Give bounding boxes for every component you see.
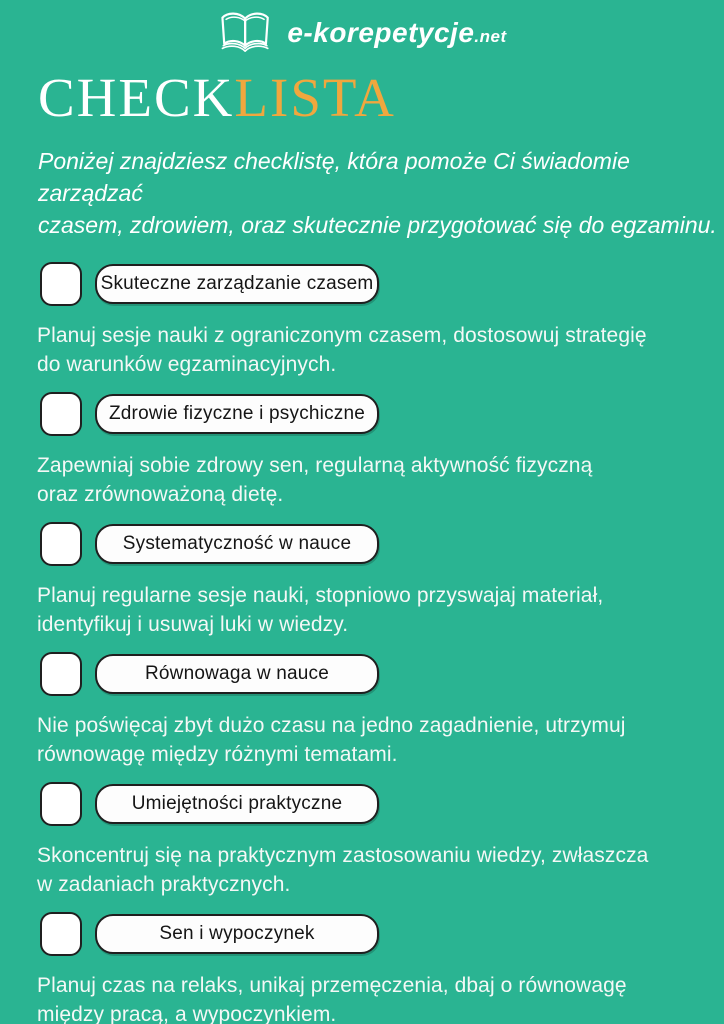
brand-name <box>287 17 506 49</box>
checklist-item-row <box>40 782 724 826</box>
checkbox[interactable] <box>40 912 82 956</box>
intro-line-2: czasem, zdrowiem, oraz skutecznie przygotować się do egzaminu. <box>38 212 717 238</box>
item-description: Planuj czas na relaks, unikaj przemęczenia, dbaj o równowagę między pracą, a wypoczynkiem. <box>37 974 627 1024</box>
item-label-pill <box>95 524 379 564</box>
item-label: Równowaga w nauce <box>144 663 329 684</box>
checkbox[interactable] <box>40 392 82 436</box>
item-label-pill <box>95 264 379 304</box>
item-description: Zapewniaj sobie zdrowy sen, regularną aktywność fizyczną oraz zrównoważoną dietę. <box>37 454 593 506</box>
intro-text <box>38 145 724 241</box>
item-description: Planuj regularne sesje nauki, stopniowo przyswajaj materiał, identyfikuj i usuwaj luki w wiedzy. <box>37 584 604 636</box>
checklist-item <box>0 782 724 899</box>
item-label-pill <box>95 914 379 954</box>
page-title <box>38 67 724 128</box>
checklist-item <box>0 652 724 769</box>
checklist-item <box>0 262 724 379</box>
title-part-accent: LISTA <box>234 67 396 128</box>
item-label: Systematyczność w nauce <box>122 533 352 554</box>
checkbox[interactable] <box>40 782 82 826</box>
item-description: Nie poświęcaj zbyt dużo czasu na jedno zagadnienie, utrzymuj równowagę między różnymi tematami. <box>37 714 626 766</box>
checklist-item-row <box>40 392 724 436</box>
logo <box>0 0 724 52</box>
intro-line-1: Poniżej znajdziesz checklistę, która pomoże Ci świadomie zarządzać <box>38 148 630 206</box>
checkbox[interactable] <box>40 522 82 566</box>
checkbox[interactable] <box>40 652 82 696</box>
checklist-item-row <box>40 652 724 696</box>
checklist-item-row <box>40 262 724 306</box>
item-label: Umiejętności praktyczne <box>131 793 343 814</box>
title-part-white: CHECK <box>38 67 235 128</box>
checklist-item <box>0 912 724 1024</box>
item-label-pill <box>95 784 379 824</box>
item-label: Sen i wypoczynek <box>159 923 315 944</box>
open-book-icon <box>217 9 275 57</box>
checklist-item <box>0 392 724 509</box>
brand-tld: .net <box>474 26 507 46</box>
item-description: Planuj sesje nauki z ograniczonym czasem, dostosowuj strategię do warunków egzaminacyjnych. <box>37 324 647 376</box>
checkbox[interactable] <box>40 262 82 306</box>
item-description: Skoncentruj się na praktycznym zastosowaniu wiedzy, zwłaszcza w zadaniach praktycznych. <box>37 844 649 896</box>
checklist-item-row <box>40 522 724 566</box>
brand-main: e-korepetycje <box>287 16 475 48</box>
item-label-pill <box>95 394 379 434</box>
item-label: Skuteczne zarządzanie czasem <box>100 273 374 294</box>
item-label: Zdrowie fizyczne i psychiczne <box>108 403 366 424</box>
checklist-item <box>0 522 724 639</box>
checklist-item-row <box>40 912 724 956</box>
checklist <box>0 262 724 1024</box>
item-label-pill <box>95 654 379 694</box>
